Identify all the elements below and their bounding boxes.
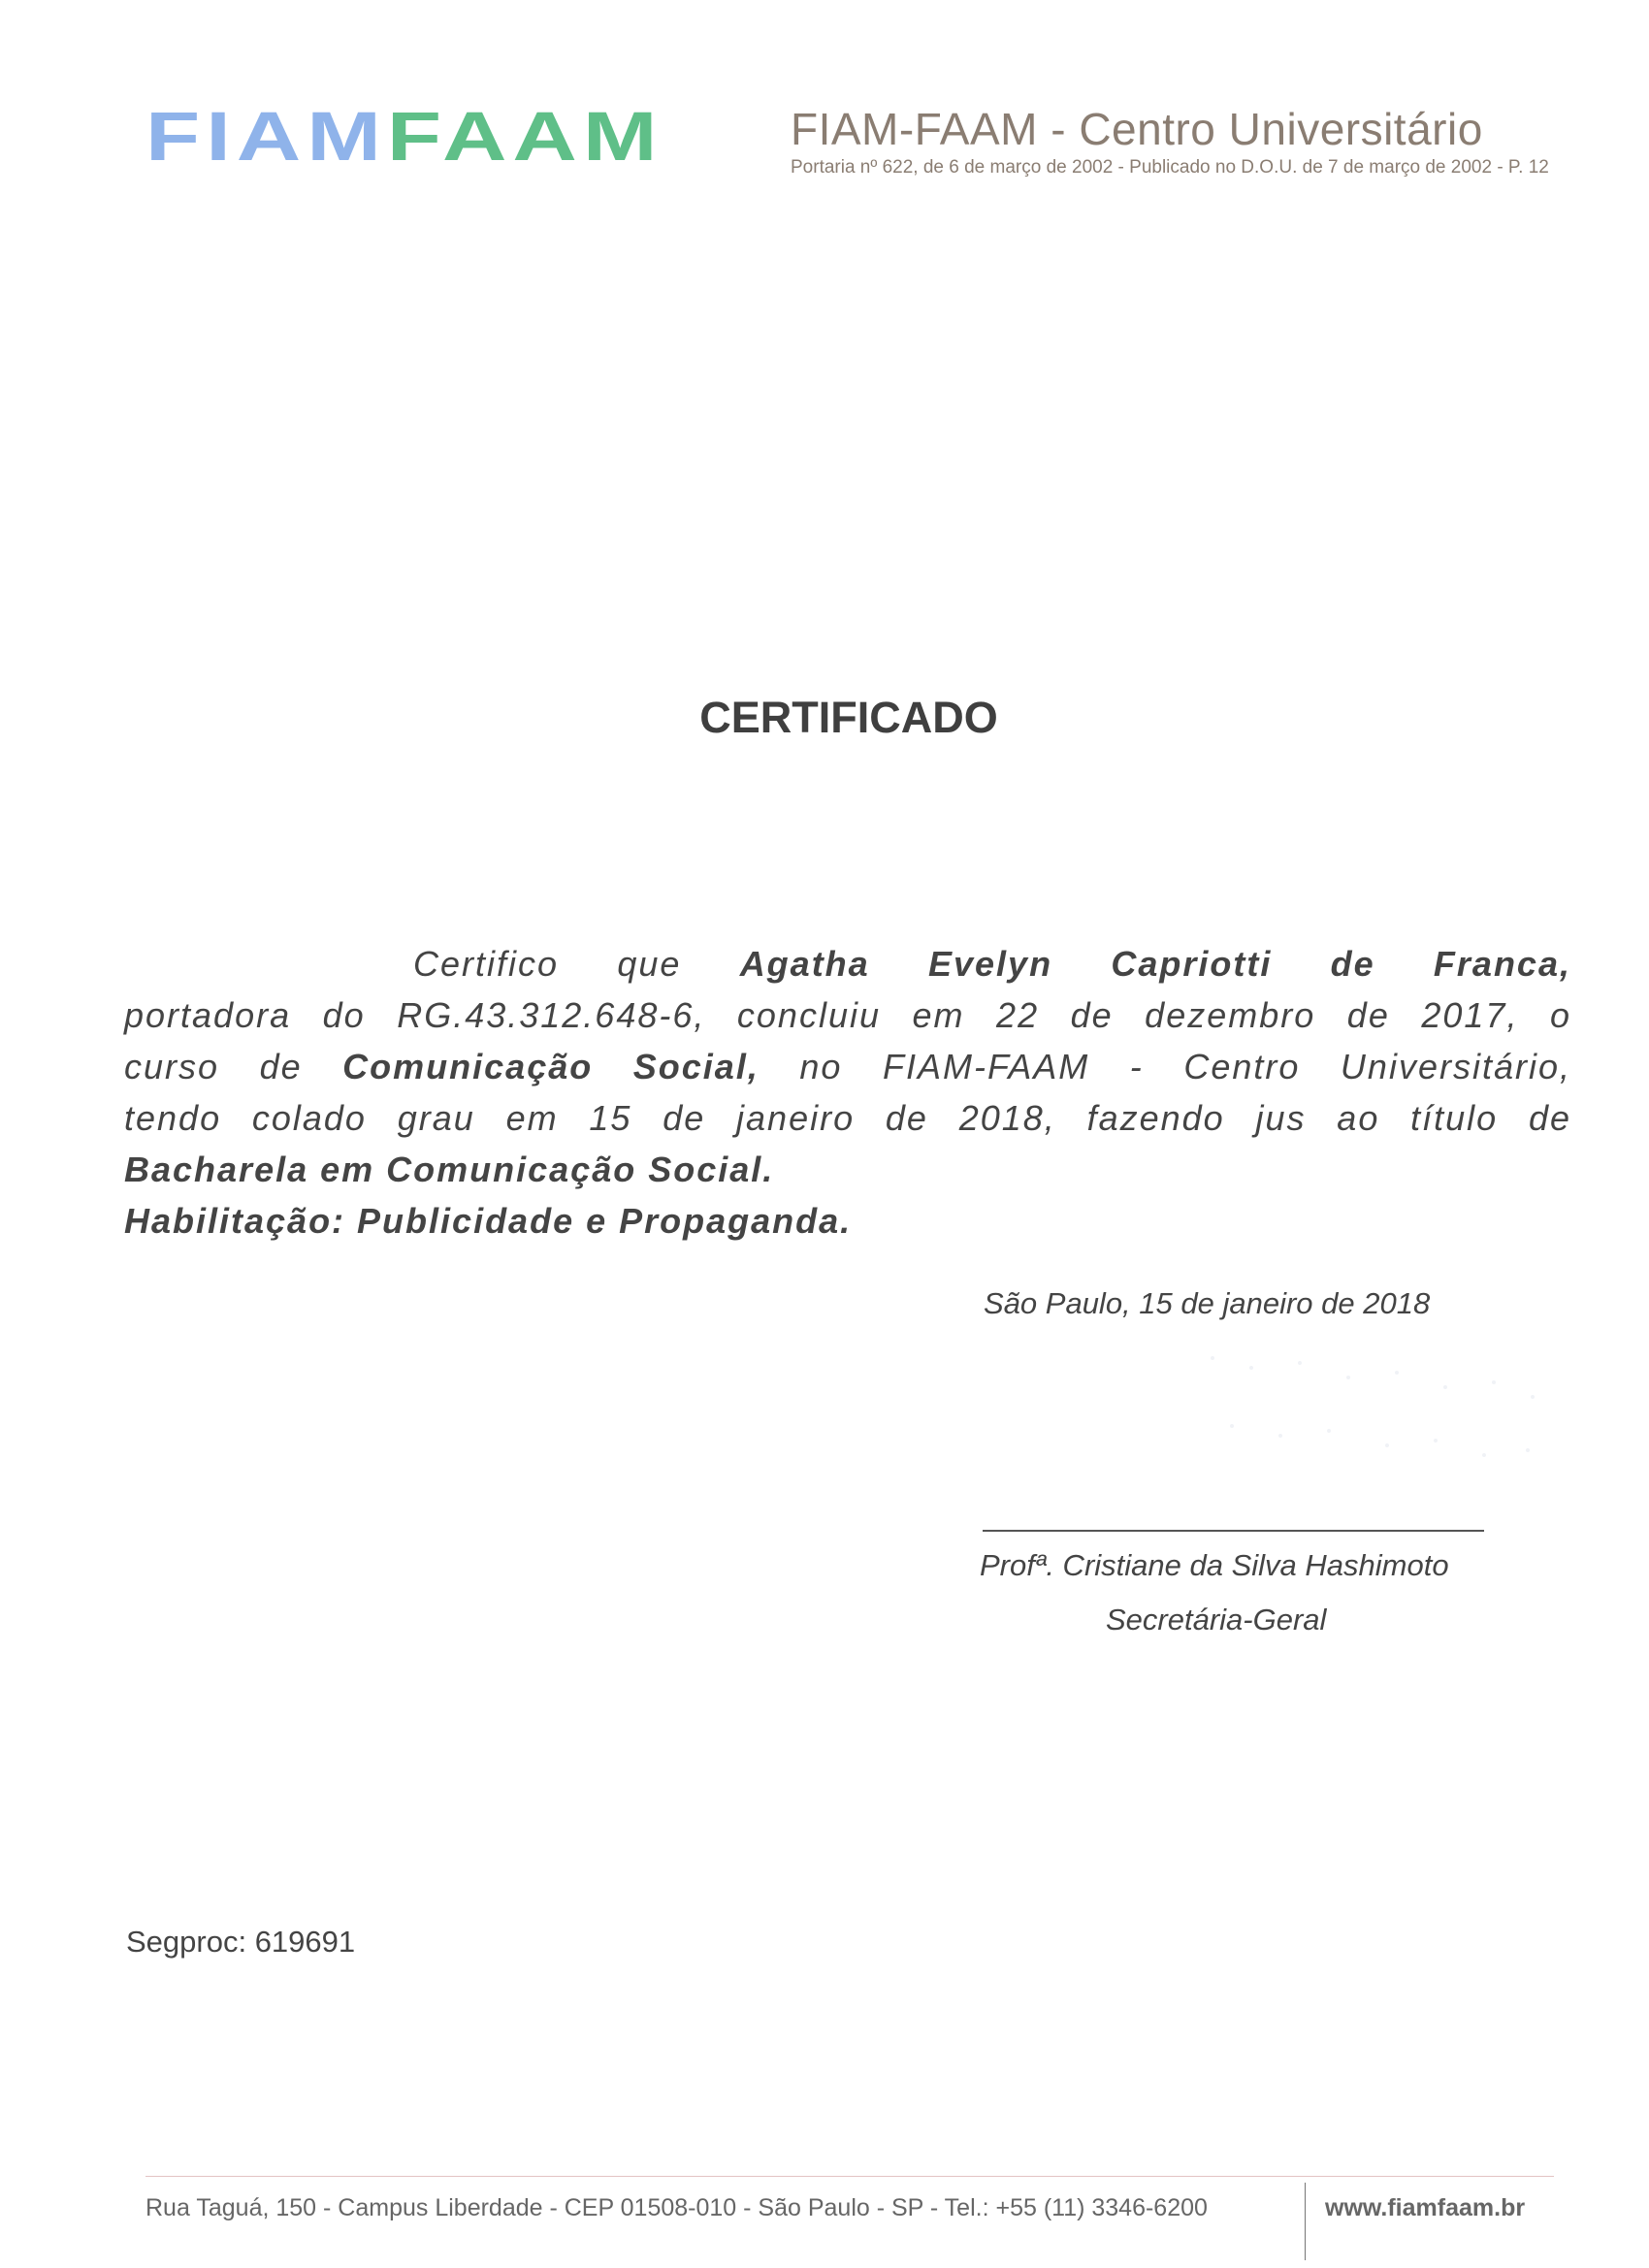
fiamfaam-logo <box>146 98 663 176</box>
body-line-3 <box>124 1041 1571 1092</box>
certificate-title: CERTIFICADO <box>699 693 998 742</box>
footer-divider <box>1305 2183 1306 2260</box>
body-line-1 <box>124 938 1571 989</box>
signature-line <box>983 1530 1484 1532</box>
decree-line: Portaria nº 622, de 6 de março de 2002 - Publicado no D.O.U. de 7 de março de 2002 - P. 12 <box>791 157 1549 178</box>
graduate-name: Agatha Evelyn Capriotti de Franca, <box>739 944 1571 984</box>
degree-title: Bacharela em Comunicação Social. <box>124 1150 775 1189</box>
footer-website: www.fiamfaam.br <box>1325 2194 1526 2221</box>
certify-phrase: Certifico que <box>413 944 682 984</box>
certificate-body <box>124 938 1571 1247</box>
course-prefix: curso de <box>124 1047 303 1086</box>
faint-stamp-mark <box>1193 1339 1562 1484</box>
segproc-number: Segproc: 619691 <box>126 1925 356 1959</box>
logo-part-fiam: FIAM <box>146 98 387 176</box>
body-line-4: tendo colado grau em 15 de janeiro de 2018, fazendo jus ao título de <box>124 1098 1571 1138</box>
habilitation: Habilitação: Publicidade e Propaganda. <box>124 1201 853 1241</box>
body-line-2: portadora do RG.43.312.648-6, concluiu em 22 de dezembro de 2017, o <box>124 995 1571 1035</box>
institution-name: FIAM-FAAM - Centro Universitário <box>791 104 1483 154</box>
institution-mention: no FIAM-FAAM - Centro Universitário, <box>799 1047 1571 1086</box>
course-name: Comunicação Social, <box>342 1047 760 1086</box>
logo-part-faam: FAAM <box>386 98 663 176</box>
footer-address: Rua Taguá, 150 - Campus Liberdade - CEP 01508-010 - São Paulo - SP - Tel.: +55 (11) 3346-6200 <box>146 2194 1208 2221</box>
footer-rule <box>146 2176 1554 2177</box>
signatory-role: Secretária-Geral <box>1106 1603 1327 1636</box>
place-date: São Paulo, 15 de janeiro de 2018 <box>984 1286 1431 1320</box>
signatory-name: Profª. Cristiane da Silva Hashimoto <box>980 1548 1449 1582</box>
